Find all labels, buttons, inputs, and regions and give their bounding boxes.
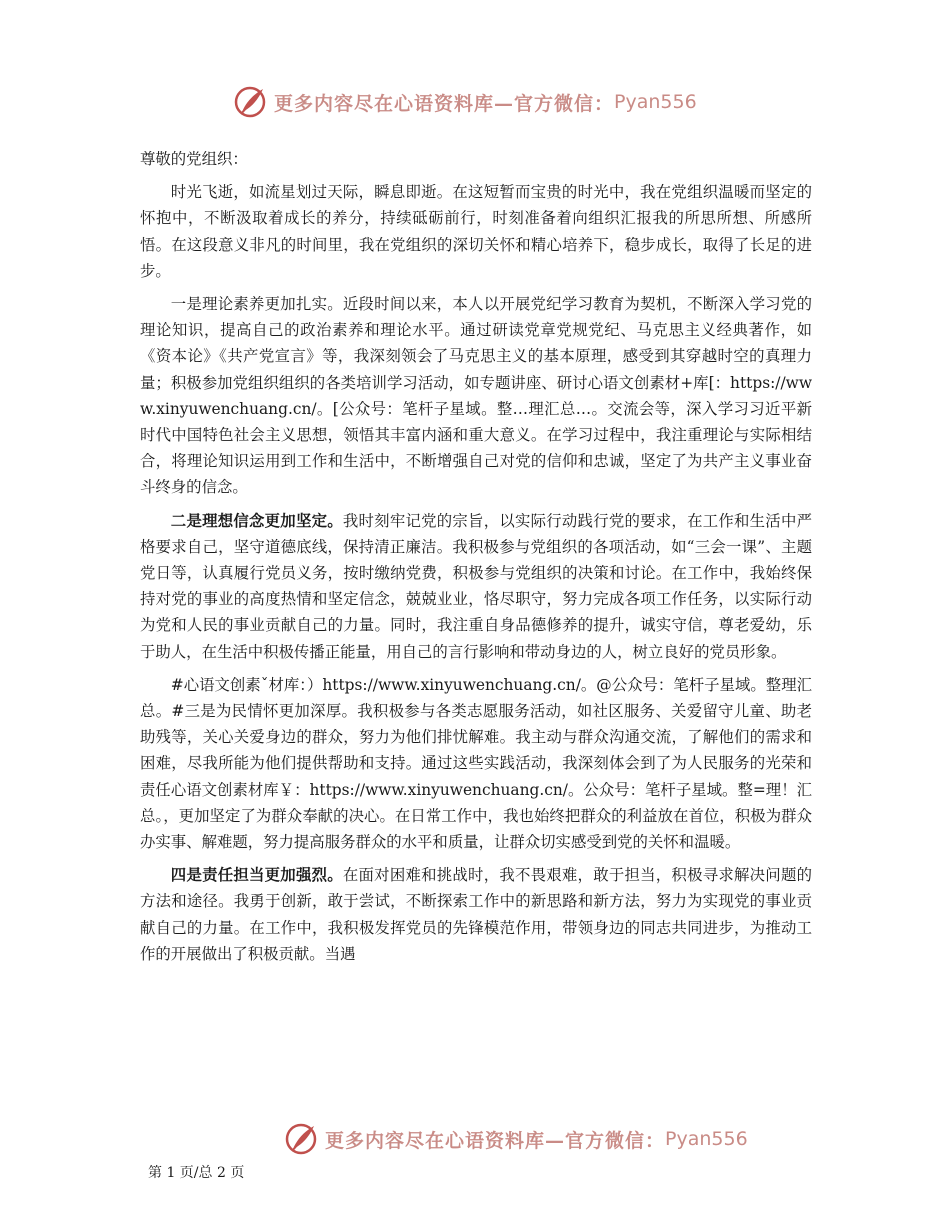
paragraph-belief-heading: 二是理想信念更加坚定。 (170, 511, 343, 530)
letter-body (140, 146, 812, 974)
footer-banner-brand-text: 更多内容尽在心语资料库—官方微信： (325, 1129, 666, 1152)
banner-wechat-id: Pyan556 (614, 91, 697, 113)
header-banner (232, 82, 697, 122)
salutation: 尊敬的党组织： (140, 150, 248, 168)
page-number: 第 1 页/总 2 页 (148, 1165, 245, 1181)
footer-banner-wechat-id: Pyan556 (665, 1128, 748, 1150)
banner-brand-text: 更多内容尽在心语资料库—官方微信： (274, 92, 615, 115)
quill-logo-icon (283, 1121, 319, 1157)
paragraph-responsibility-text: 在面对困难和挑战时，我不畏艰难，敢于担当，积极寻求解决问题的方法和途径。我勇于创新，敢于尝试，不断探索工作中的新思路和新方法，努力为实现党的事业贡献自己的力量。在工作中，我积极发挥党员的先锋模范作用，带领身边的同志共同进步，为推动工作的开展做出了积极贡献。当遇 (140, 866, 812, 963)
paragraph-responsibility-heading: 四是责任担当更加强烈。 (170, 866, 343, 885)
quill-logo-icon (232, 84, 268, 120)
footer-banner (283, 1119, 748, 1159)
intro-paragraph: 时光飞逝，如流星划过天际，瞬息即逝。在这短暂而宝贵的时光中，我在党组织温暖而坚定的怀抱中，不断汲取着成长的养分，持续砥砺前行，时刻准备着向组织汇报我的所思所想、所感所悟。在这段意义非凡的时间里，我在党组织的深切关怀和精心培养下，稳步成长，取得了长足的进步。 (140, 183, 812, 280)
paragraph-belief (140, 508, 812, 665)
paragraph-theory: 一是理论素养更加扎实。近段时间以来，本人以开展党纪学习教育为契机，不断深入学习党的理论知识，提高自己的政治素养和理论水平。通过研读党章党规党纪、马克思主义经典著作，如《资本论》《共产党宣言》等，我深刻领会了马克思主义的基本原理，感受到其穿越时空的真理力量；积极参加党组织组织的各类培训学习活动，如专题讲座、研讨心语文创素材+库[：https://www.xinyuwenchuang.cn/。[公众号：笔杆子星域。整…理汇总…。交流会等，深入学习习近平新时代中国特色社会主义思想，领悟其丰富内涵和重大意义。在学习过程中，我注重理论与实际相结合，将理论知识运用到工作和生活中，不断增强自己对党的信仰和忠诚，坚定了为共产主义事业奋斗终身的信念。 (140, 295, 812, 497)
paragraph-belief-text: 我时刻牢记党的宗旨，以实际行动践行党的要求，在工作和生活中严格要求自己，坚守道德底线，保持清正廉洁。我积极参与党组织的各项活动，如“三会一课”、主题党日等，认真履行党员义务，按时缴纳党费，积极参与党组织的决策和讨论。在工作中，我始终保持对党的事业的高度热情和坚定信念，兢兢业业，恪尽职守，努力完成各项工作任务，以实际行动为党和人民的事业贡献自己的力量。同时，我注重自身品德修养的提升，诚实守信，尊老爱幼，乐于助人，在生活中积极传播正能量，用自己的言行影响和带动身边的人，树立良好的党员形象。 (140, 511, 812, 661)
paragraph-responsibility (140, 862, 812, 967)
paragraph-people: #心语文创素ˇ材库：）https://www.xinyuwenchuang.cn/。@公众号：笔杆子星域。整理汇总。#三是为民情怀更加深厚。我积极参与各类志愿服务活动，如社区服务、关爱留守儿童、助老助残等，关心关爱身边的群众，努力为他们排忧解难。我主动与群众沟通交流，了解他们的需求和困难，尽我所能为他们提供帮助和支持。通过这些实践活动，我深刻体会到了为人民服务的光荣和责任心语文创素材库￥：https://www.xinyuwenchuang.cn/。公众号：笔杆子星域。整=理！汇总。，更加坚定了为群众奉献的决心。在日常工作中，我也始终把群众的利益放在首位，积极为群众办实事、解难题，努力提高服务群众的水平和质量，让群众切实感受到党的关怀和温暖。 (140, 675, 812, 852)
